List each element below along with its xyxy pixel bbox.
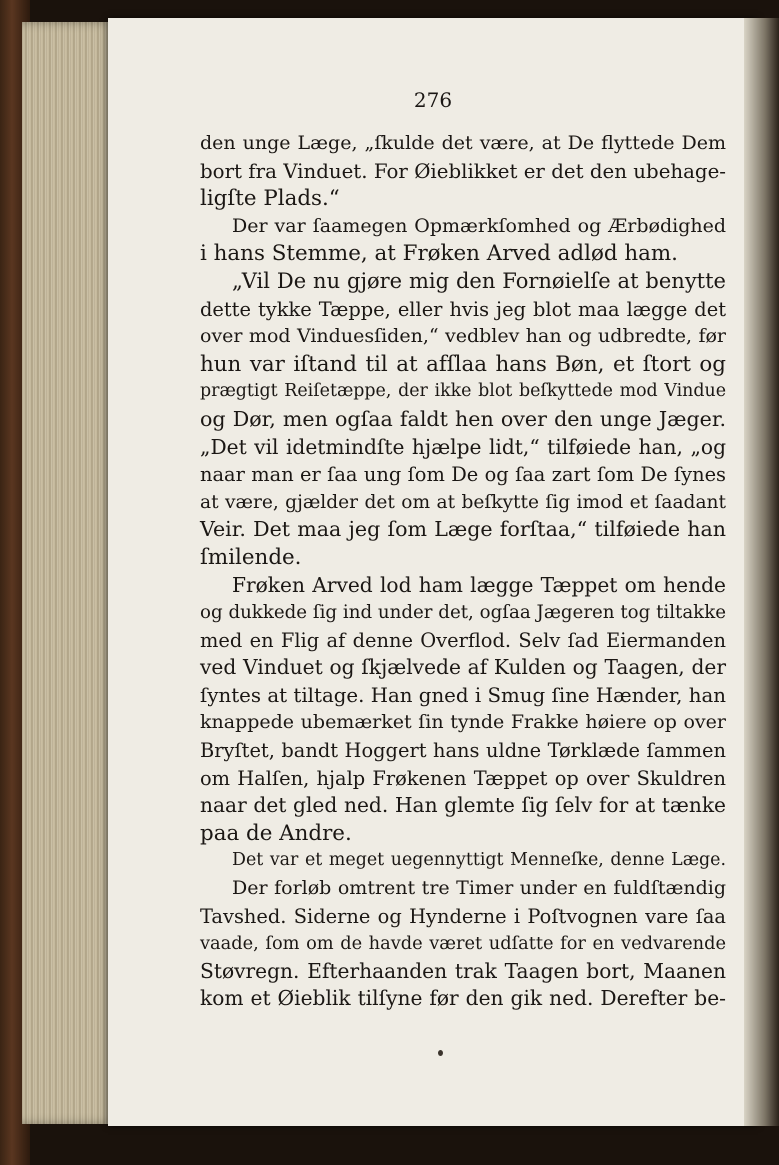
text-line: over mod Vinduesſiden,“ vedblev han og udbredte, før [200, 325, 726, 348]
text-line: knappede ubemærket ſin tynde Frakke høiere op over [200, 711, 726, 734]
page-number: 276 [413, 88, 453, 112]
text-line: Der forløb omtrent tre Timer under en fuldſtændig [232, 877, 726, 900]
text-line: „Det vil idetmindſte hjælpe lidt,“ tilføiede han, „og [200, 434, 726, 459]
text-line: den unge Læge, „ſkulde det være, at De flyttede Dem [200, 132, 726, 154]
text-line: ligſte Plads.“ [200, 186, 340, 212]
text-line: naar det gled ned. Han glemte ſig ſelv for at tænke [200, 793, 726, 818]
text-line: og dukkede ſig ind under det, ogſaa Jægeren tog tiltakke [200, 602, 726, 624]
text-line: Støvregn. Efterhaanden trak Taagen bort, Maanen [200, 958, 726, 983]
text-line: bort fra Vinduet. For Øieblikket er det den ubehage- [200, 159, 726, 183]
text-line: om Halſen, hjalp Frøkenen Tæppet op over Skuldren [200, 766, 726, 790]
book-page [108, 18, 758, 1126]
text-line: hun var iſtand til at afſlaa hans Bøn, et ſtort og [200, 351, 726, 377]
text-line: ved Vinduet og ſkjælvede af Kulden og Taagen, der [200, 655, 726, 680]
text-line: „Vil De nu gjøre mig den Fornøielſe at benytte [232, 268, 726, 293]
text-line: naar man er ſaa ung ſom De og ſaa zart ſom De ſynes [200, 463, 726, 487]
text-line: ſmilende. [200, 544, 302, 570]
next-page-edge [744, 18, 779, 1126]
text-line: dette tykke Tæppe, eller hvis jeg blot maa lægge det [200, 297, 726, 321]
text-line: Det var et meget uegennyttigt Menneſke, denne Læge. [232, 850, 726, 871]
text-line: med en Flig af denne Overflod. Selv ſad Eiermanden [200, 628, 726, 652]
text-line: paa de Andre. [200, 820, 352, 846]
text-line: og Dør, men ogſaa faldt hen over den unge Jæger. [200, 406, 726, 431]
page-text [200, 130, 726, 1013]
page-edges [22, 22, 114, 1124]
text-line: ſyntes at tiltage. Han gned i Smug ſine Hænder, han [200, 683, 726, 707]
text-line: i hans Stemme, at Frøken Arved adlød ham. [200, 241, 678, 267]
ink-spot [438, 1050, 443, 1056]
text-line: Bryſtet, bandt Hoggert hans uldne Tørklæde ſammen [200, 739, 726, 763]
text-line: kom et Øieblik tilſyne før den gik ned. Derefter be- [200, 986, 726, 1011]
text-line: Veir. Det maa jeg ſom Læge forſtaa,“ tilføiede han [200, 517, 726, 542]
text-line: vaade, ſom om de havde været udſatte for en vedvarende [200, 933, 726, 955]
text-line: at være, gjælder det om at beſkytte ſig imod et ſaadant [200, 491, 726, 513]
text-line: Der var ſaamegen Opmærkſomhed og Ærbødighed [232, 214, 726, 237]
text-line: Tavshed. Siderne og Hynderne i Poſtvognen vare ſaa [200, 904, 726, 928]
text-line: prægtigt Reiſetæppe, der ikke blot beſkyttede mod Vindue [200, 381, 726, 402]
text-line: Frøken Arved lod ham lægge Tæppet om hende [232, 572, 726, 597]
